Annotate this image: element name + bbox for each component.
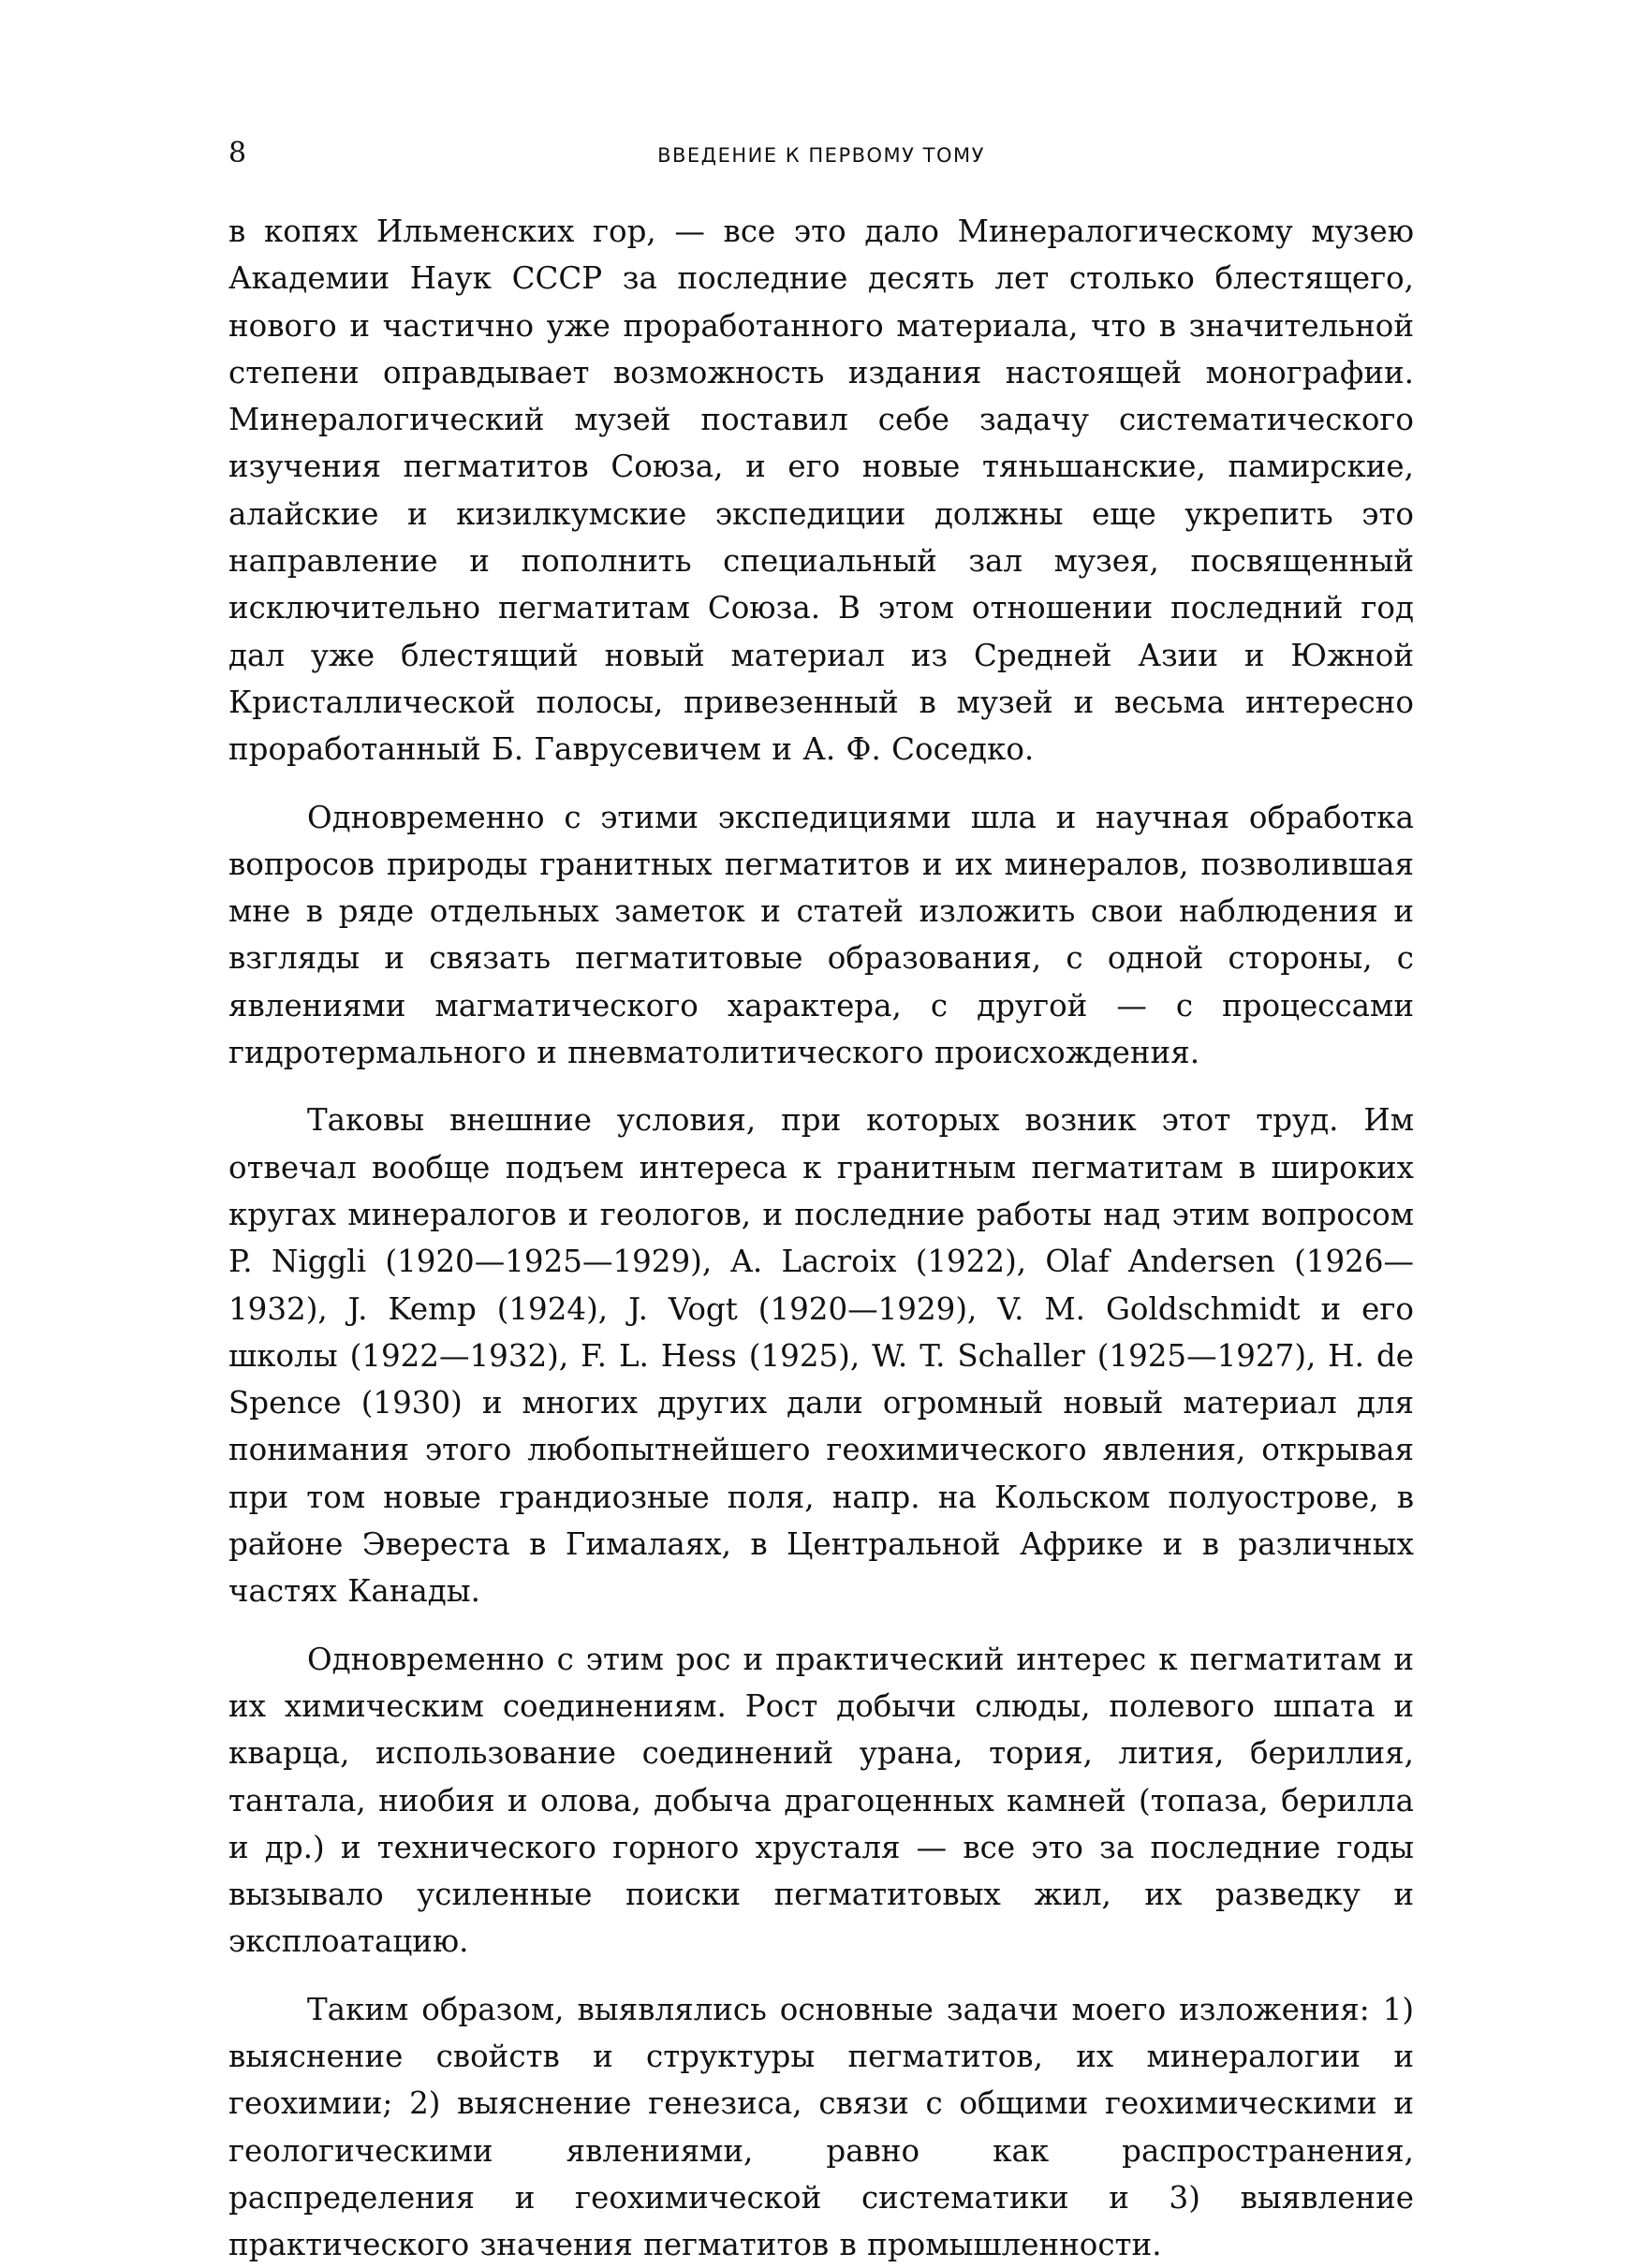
running-head-title: ВВЕДЕНИЕ К ПЕРВОМУ ТОМУ xyxy=(657,144,985,167)
paragraph-continuation: в копях Ильменских гор, — все это дало Минералогическому музею Академии Наук СССР за последние десять лет столько блестящего, нового и частично уже проработанного материала, что в значительной степени оправдывает возможность издания настоящей монографии. Минералогический музей поставил себе задачу систематического изучения пегматитов Союза, и его новые тяньшанские, памирские, алайские и кизилкумские экспедиции должны еще укрепить это направление и пополнить специальный зал музея, посвященный исключительно пегматитам Союза. В этом отношении последний год дал уже блестящий новый материал из Средней Азии и Южной Кристаллической полосы, привезенный в музей и весьма интересно проработанный Б. Гаврусевичем и А. Ф. Соседко. xyxy=(228,214,1414,768)
paragraph: Одновременно с этими экспедициями шла и научная обработка вопросов природы гранитных пегматитов и их минералов, позволившая мне в ряде отдельных заметок и статей изложить свои наблюдения и взгляды и связать пегматитовые образования, с одной стороны, с явлениями магматического характера, с другой — с процессами гидротермального и пневматолитического происхождения. xyxy=(228,799,1414,1071)
body-text xyxy=(228,208,1414,2268)
running-head xyxy=(228,137,1414,174)
page-number: 8 xyxy=(228,137,247,169)
paragraph: Таковы внешние условия, при которых возник этот труд. Им отвечал вообще подъем интереса к гранитным пегматитам в широких кругах минералогов и геологов, и последние работы над этим вопросом P. Niggli (1920—1925—1929), A. Lacroix (1922), Olaf Andersen (1926—1932), J. Kemp (1924), J. Vogt (1920—1929), V. M. Goldschmidt и его школы (1922—1932), F. L. Hess (1925), W. T. Schaller (1925—1927), H. de Spence (1930) и многих других дали огромный новый материал для понимания этого любопытнейшего геохимического явления, открывая при том новые грандиозные поля, напр. на Кольском полуострове, в районе Эвереста в Гималаях, в Центральной Африке и в различных частях Канады. xyxy=(228,1102,1414,1610)
paragraph: Таким образом, выявлялись основные задачи моего изложения: 1) выяснение свойств и структуры пегматитов, их минералогии и геохимии; 2) выяснение генезиса, связи с общими геохимическими и геологическими явлениями, равно как распространения, распределения и геохимической систематики и 3) выявление практического значения пегматитов в промышленности. xyxy=(228,1991,1414,2263)
paragraph: Одновременно с этим рос и практический интерес к пегматитам и их химическим соединениям. Рост добычи слюды, полевого шпата и кварца, использование соединений урана, тория, лития, бериллия, тантала, ниобия и олова, добыча драгоценных камней (топаза, берилла и др.) и технического горного хрусталя — все это за последние годы вызывало усиленные поиски пегматитовых жил, их разведку и эксплоатацию. xyxy=(228,1641,1414,1960)
